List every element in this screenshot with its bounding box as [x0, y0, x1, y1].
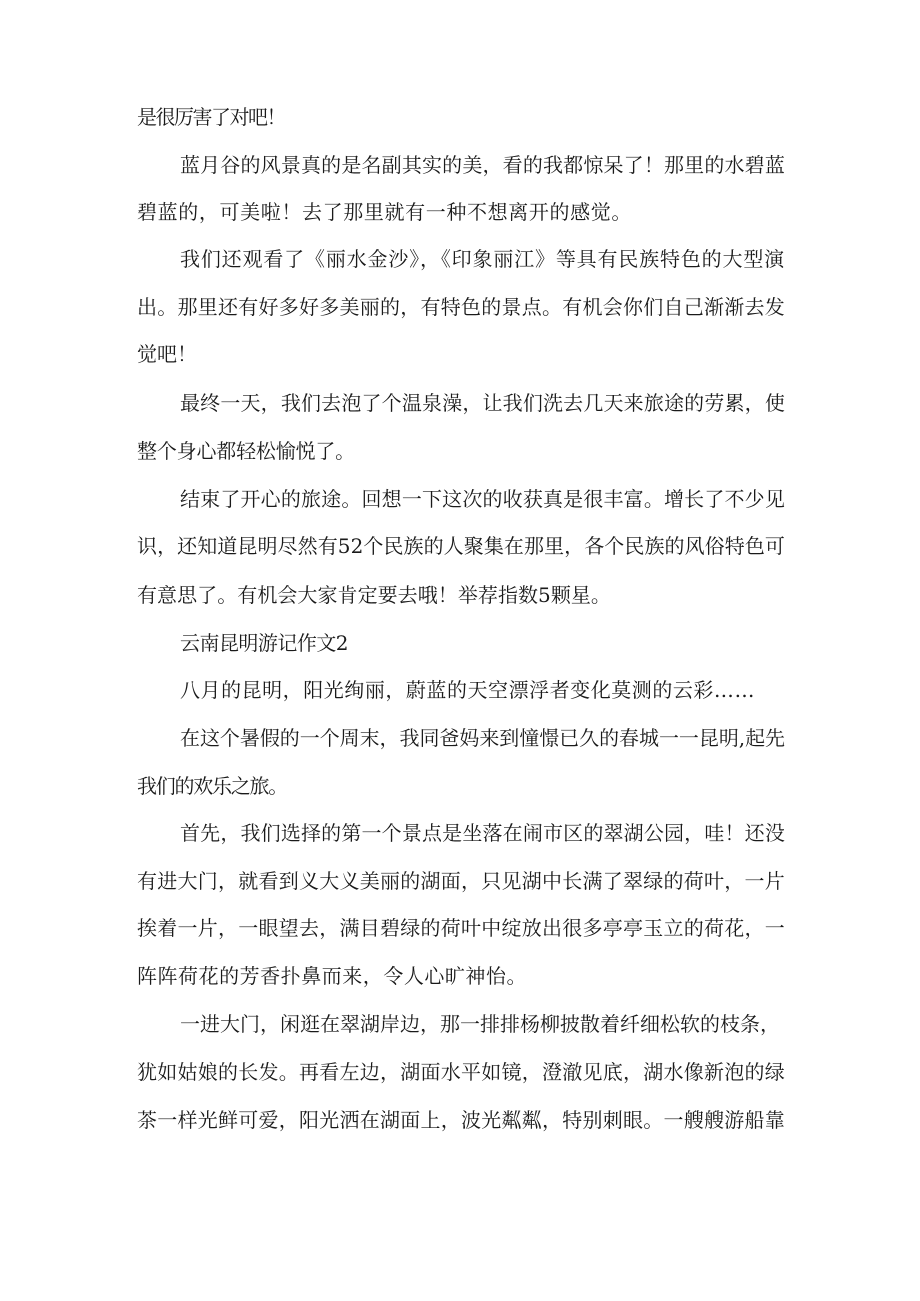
- text-line: 碧蓝的，可美啦！去了那里就有一种不想离开的感觉。: [137, 200, 632, 224]
- text-line: 觉吧！: [137, 342, 197, 366]
- text-line: 八月的昆明，阳光绚丽，蔚蓝的天空漂浮者变化莫测的云彩……: [180, 678, 755, 702]
- text-line: 出。那里还有好多好多美丽的，有特色的景点。有机会你们自己渐渐去发: [137, 295, 785, 319]
- text-line: 首先，我们选择的第一个景点是坐落在闹市区的翠湖公园，哇！还没: [180, 821, 785, 845]
- text-line: 挨着一片，一眼望去，满目碧绿的荷叶中绽放出很多亭亭玉立的荷花，一: [137, 916, 785, 940]
- text-line: 识，还知道昆明尽然有52个民族的人聚集在那里，各个民族的风俗特色可: [137, 534, 785, 558]
- text-line: 有进大门，就看到义大义美丽的湖面，只见湖中长满了翠绿的荷叶，一片: [137, 869, 785, 893]
- text-line: 有意思了。有机会大家肯定要去哦！举荐指数5颗星。: [137, 583, 611, 607]
- text-line: 茶一样光鲜可爱，阳光洒在湖面上，波光粼粼，特别刺眼。一艘艘游船靠: [137, 1108, 785, 1132]
- text-line: 整个身心都轻松愉悦了。: [137, 439, 355, 463]
- text-line: 在这个暑假的一个周末，我同爸妈来到憧憬已久的春城一一昆明,起先: [180, 726, 785, 750]
- section-heading: 云南昆明游记作文2: [180, 631, 348, 655]
- text-line: 结束了开心的旅途。回想一下这次的收获真是很丰富。增长了不少见: [180, 487, 785, 511]
- text-line: 犹如姑娘的长发。再看左边，湖面水平如镜，澄澈见底，湖水像新泡的绿: [137, 1060, 785, 1084]
- text-line: 蓝月谷的风景真的是名副其实的美，看的我都惊呆了！那里的水碧蓝: [180, 153, 785, 177]
- text-line: 最终一天，我们去泡了个温泉澡，让我们洗去几天来旅途的劳累，使: [180, 391, 785, 415]
- text-line: 我们还观看了《丽水金沙》，《印象丽江》等具有民族特色的大型演: [180, 247, 785, 271]
- text-line: 一进大门，闲逛在翠湖岸边，那一排排杨柳披散着纤细松软的枝条，: [180, 1012, 780, 1036]
- text-line: 是很厉害了对吧！: [137, 105, 285, 129]
- text-line: 阵阵荷花的芳香扑鼻而来，令人心旷神怡。: [137, 964, 527, 988]
- text-line: 我们的欢乐之旅。: [137, 774, 287, 798]
